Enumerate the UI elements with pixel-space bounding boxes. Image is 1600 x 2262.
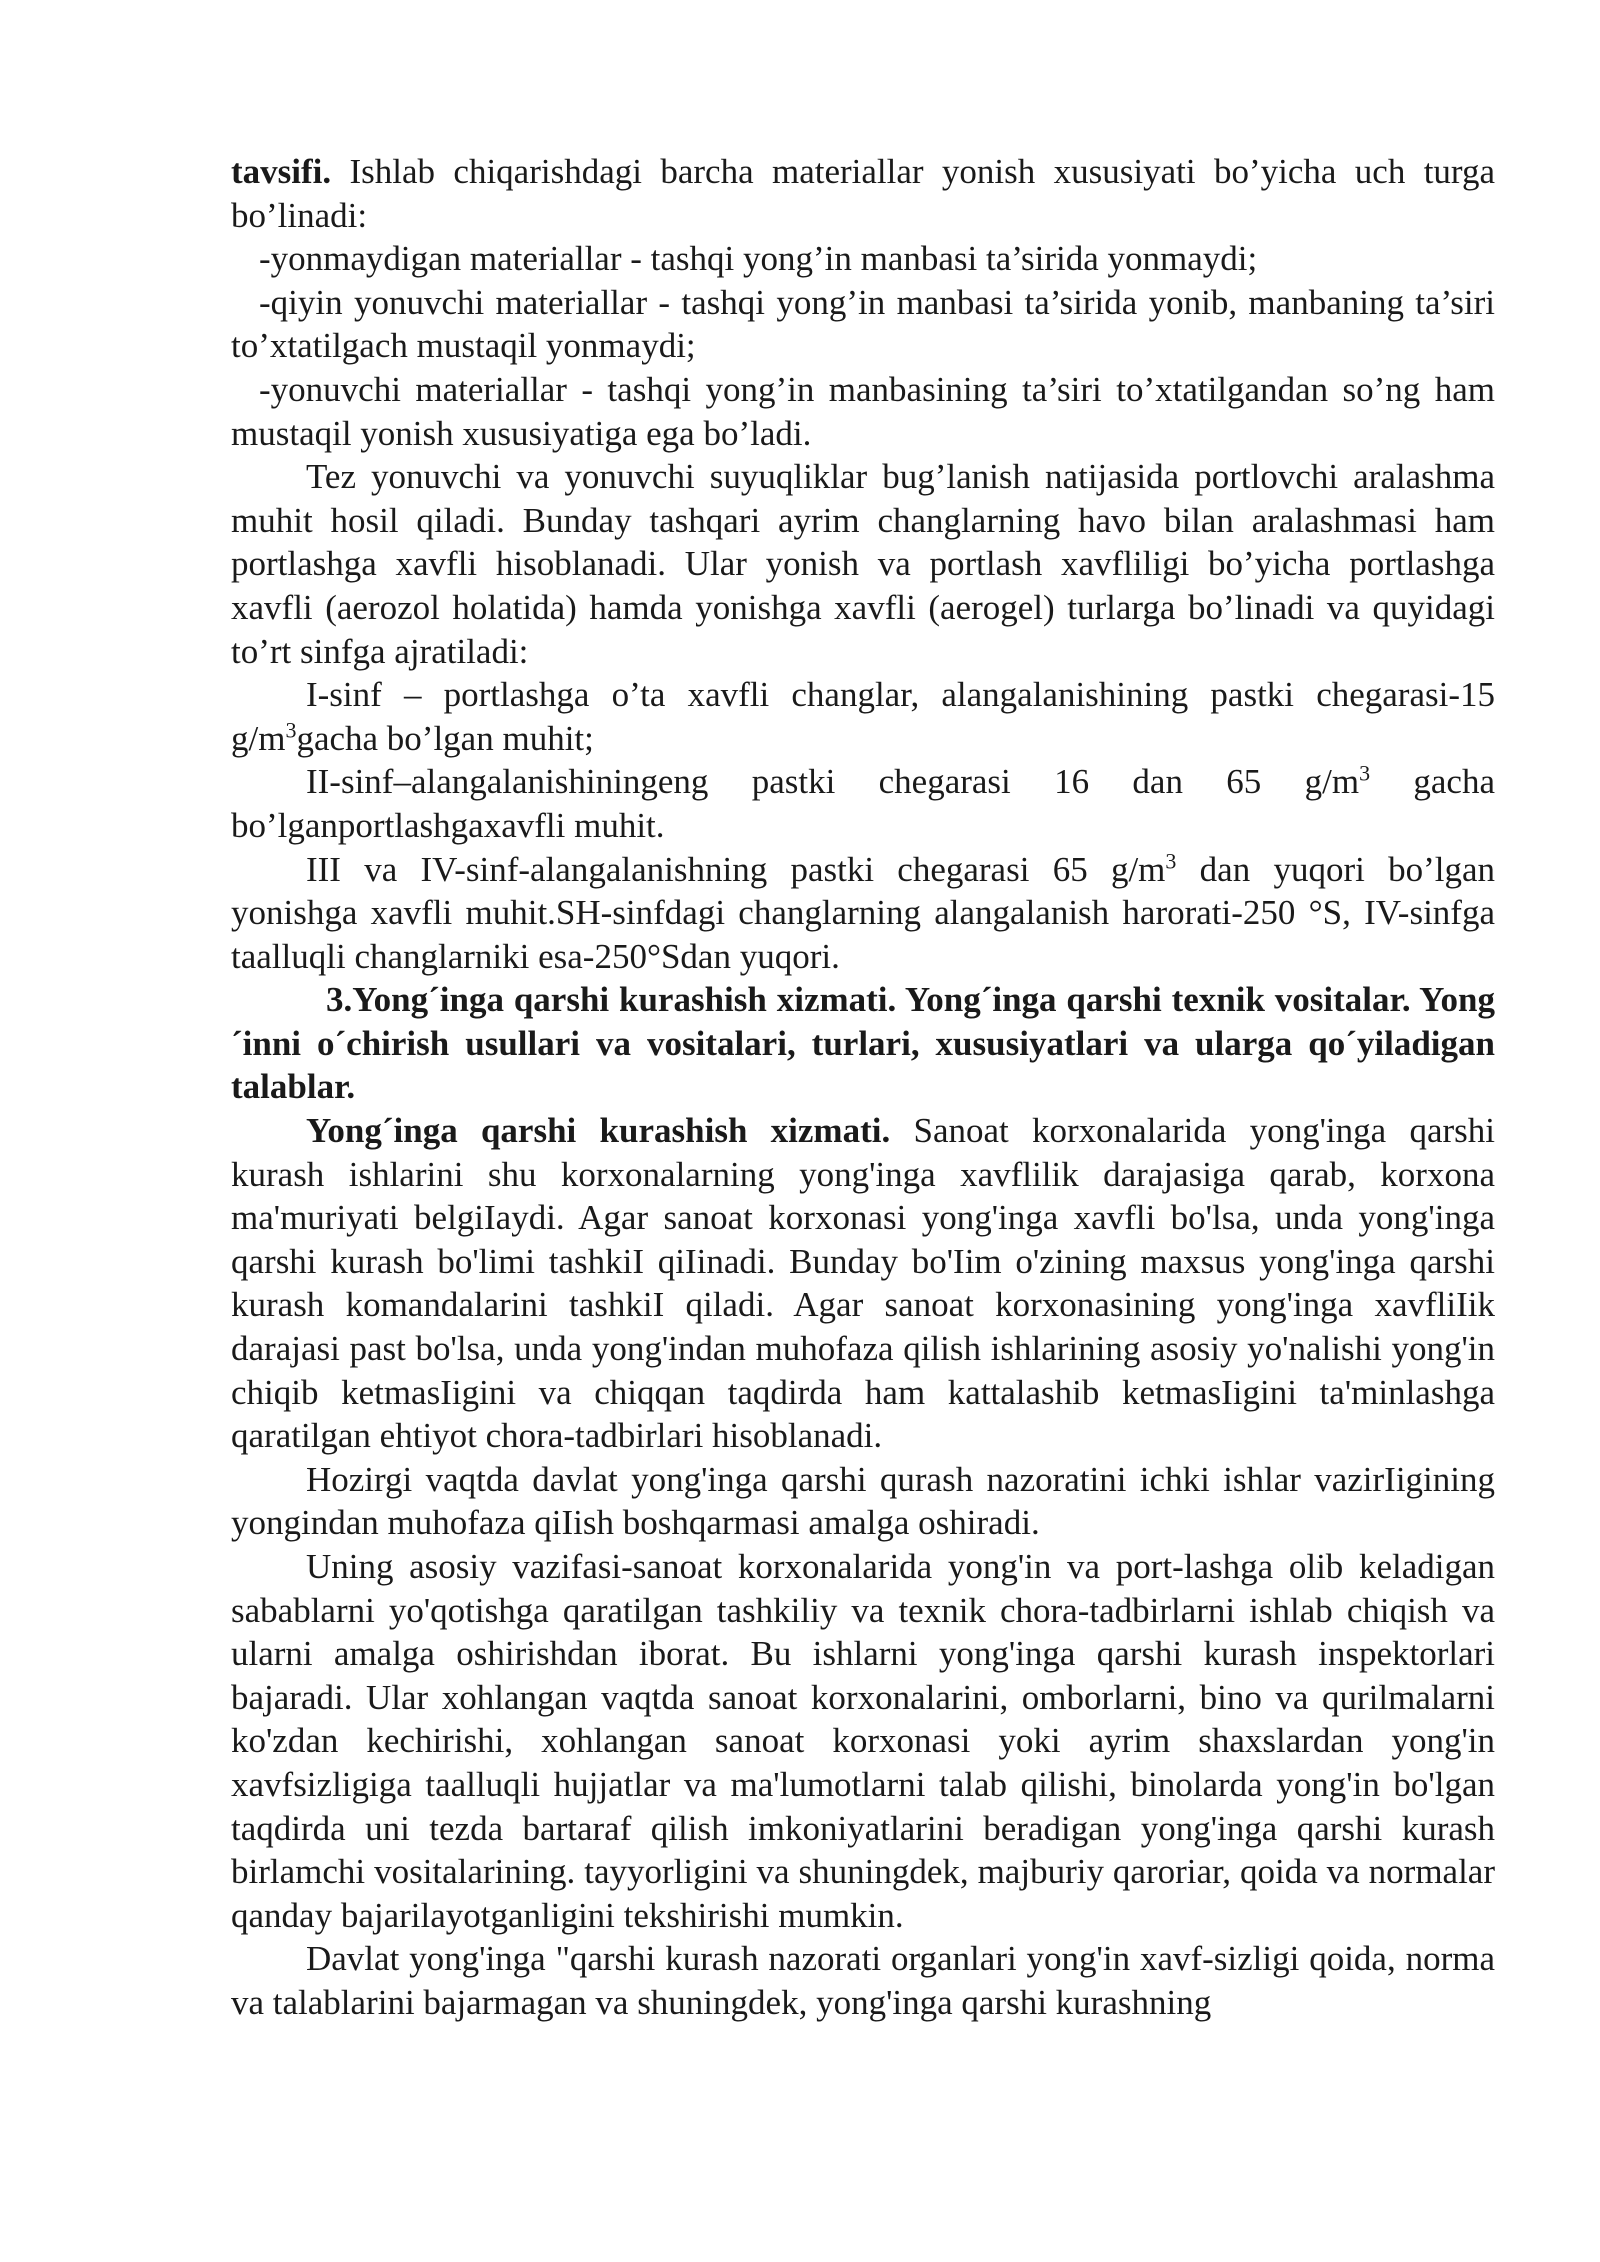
text-run: -yonuvchi materiallar - tashqi yong’in manbasining ta’siri to’xtatilgandan so’ng ham mustaqil yonish xususiyatiga ega bo’ladi.	[231, 369, 1495, 453]
document-page	[231, 150, 1495, 2025]
text-run: -yonmaydigan materiallar - tashqi yong’in manbasi ta’sirida yonmaydi;	[259, 239, 1258, 279]
text-run: Davlat yong'inga "qarshi kurash nazorati organlari yong'in xavf-sizligi qoida, norma va talablarini bajarmagan va shuningdek, yong'inga qarshi kurashning	[231, 1939, 1495, 2022]
paragraph-p9	[231, 978, 1495, 1109]
bold-text: 3.Yong´inga qarshi kurashish xizmati. Yong´inga qarshi texnik vositalar. Yong´inni o´chirish usullari va vositalari, turlari, xususiyatlari va ularga qo´yiladigan talablar.	[231, 980, 1495, 1107]
paragraph-p8	[231, 848, 1495, 979]
bold-text: tavsifi.	[231, 152, 332, 191]
superscript: 3	[285, 717, 297, 743]
text-run: Ishlab chiqarishdagi barcha materiallar yonish xususiyati bo’yicha uch turga bo’linadi:	[231, 152, 1495, 235]
text-run: -qiyin yonuvchi materiallar - tashqi yong’in manbasi ta’sirida yonib, manbaning ta’siri to’xtatilgach mustaqil yonmaydi;	[231, 282, 1495, 366]
paragraph-p6	[231, 673, 1495, 760]
text-run: III va IV-sinf-alangalanishning pastki chegarasi 65 g/m	[306, 849, 1166, 889]
paragraph-p1	[231, 150, 1495, 237]
paragraph-p13	[231, 1937, 1495, 2024]
text-run: dan yuqori bo’lgan yonishga xavfli muhit.SH-sinfdagi changlarning alangalanish harorati-250 °S, IV-sinfga taalluqli changlarniki esa-250°Sdan yuqori.	[231, 849, 1495, 976]
text-run: Hozirgi vaqtda davlat yong'inga qarshi qurash nazoratini ichki ishlar vazirIigining yongindan muhofaza qiIish boshqarmasi amalga oshiradi.	[231, 1459, 1495, 1543]
text-run: II-sinf–alangalanishiningeng pastki chegarasi 16 dan 65 g/m	[306, 762, 1360, 802]
paragraph-p5	[231, 455, 1495, 673]
paragraph-p10	[231, 1109, 1495, 1458]
paragraph-p3	[231, 281, 1495, 368]
superscript: 3	[1165, 847, 1177, 873]
text-run: gacha bo’lgan muhit;	[296, 718, 594, 758]
paragraph-p4	[231, 368, 1495, 455]
text-run: Sanoat korxonalarida yong'inga qarshi kurash ishlarini shu korxonalarning yong'inga xavflilik darajasiga qarab, korxona ma'muriyati belgiIaydi. Agar sanoat korxonasi yong'inga xavfli bo'lsa, unda yong'inga qarshi kurash bo'limi tashkiI qiIinadi. Bunday bo'Iim o'zining maxsus yong'inga qarshi kurash komandalarini tashkiI qiladi. Agar sanoat korxonasining yong'inga xavfliIik darajasi past bo'lsa, unda yong'indan muhofaza qilish ishlarining asosiy yo'nalishi yong'in chiqib ketmasIigini va chiqqan taqdirda ham kattalashib ketmasIigini ta'minlashga qaratilgan ehtiyot chora-tadbirlari hisoblanadi.	[231, 1111, 1495, 1456]
paragraph-p2	[231, 237, 1495, 281]
bold-text: Yong´inga qarshi kurashish xizmati.	[306, 1111, 891, 1151]
paragraph-p12	[231, 1545, 1495, 1937]
text-run: I-sinf – portlashga o’ta xavfli changlar, alangalanishining pastki chegarasi-15 g/m	[231, 675, 1495, 758]
text-run: Tez yonuvchi va yonuvchi suyuqliklar bug’lanish natijasida portlovchi aralashma muhit hosil qiladi. Bunday tashqari ayrim changlarning havo bilan aralashmasi ham portlashga xavfli hisoblanadi. Ular yonish va portlash xavfliligi bo’yicha portlashga xavfli (aerozol holatida) hamda yonishga xavfli (aerogel) turlarga bo’linadi va quyidagi to’rt sinfga ajratiladi:	[231, 457, 1495, 671]
text-run: Uning asosiy vazifasi-sanoat korxonalarida yong'in va port-lashga olib keladigan sabablarni yo'qotishga qaratilgan tashkiliy va texnik chora-tadbirlarni ishlab chiqish va ularni amalga oshirishdan iborat. Bu ishlarni yong'inga qarshi kurash inspektorlari bajaradi. Ular xohlangan vaqtda sanoat korxonalarini, omborlarni, bino va qurilmalarni ko'zdan kechirishi, xohlangan sanoat korxonasi yoki ayrim shaxslardan yong'in xavfsizligiga taalluqli hujjatlar va ma'lumotlarni talab qilishi, binolarda yong'in bo'lgan taqdirda uni tezda bartaraf qilish imkoniyatlarini beradigan yong'inga qarshi kurash birlamchi vositalarining. tayyorligini va shuningdek, majburiy qaroriar, qoida va normalar qanday bajarilayotganligini tekshirishi mumkin.	[231, 1547, 1495, 1935]
superscript: 3	[1359, 760, 1371, 786]
paragraph-p11	[231, 1458, 1495, 1545]
paragraph-p7	[231, 760, 1495, 847]
text-run: gacha bo’lganportlashgaxavfli muhit.	[231, 762, 1495, 845]
